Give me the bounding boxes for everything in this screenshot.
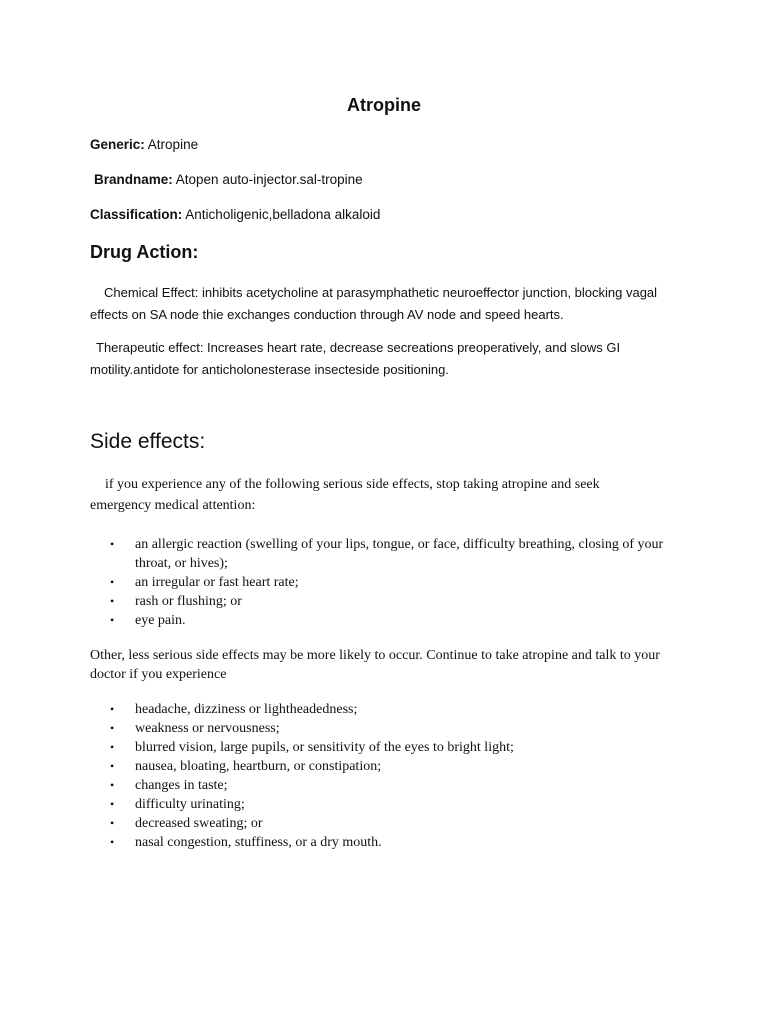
page-title: Atropine xyxy=(347,95,421,115)
bullet-icon: • xyxy=(110,759,115,773)
bullet-icon: • xyxy=(110,575,115,589)
bullet-icon: • xyxy=(110,702,115,716)
list-item xyxy=(110,535,680,573)
brandname-value: Atopen auto-injector.sal-tropine xyxy=(175,172,363,187)
generic-label: Generic: xyxy=(90,137,145,152)
list-item xyxy=(110,592,680,611)
generic-field xyxy=(90,137,198,152)
list-item-text: an irregular or fast heart rate; xyxy=(135,575,299,590)
bullet-icon: • xyxy=(110,594,115,608)
list-item-text: weakness or nervousness; xyxy=(135,721,280,736)
therapeutic-effect-paragraph: Therapeutic effect: Increases heart rate, decrease secreations preoperatively, and slows GI motility.antidote for anticholonesterase insecteside positioning. xyxy=(90,340,621,377)
classification-value: Anticholigenic,belladona alkaloid xyxy=(185,207,381,222)
classification-field xyxy=(90,207,380,222)
list-item xyxy=(110,719,680,738)
list-item-text: rash or flushing; or xyxy=(135,594,242,609)
list-item xyxy=(110,814,680,833)
bullet-icon: • xyxy=(110,835,115,849)
bullet-icon: • xyxy=(110,537,115,551)
brandname-label: Brandname: xyxy=(94,172,173,187)
list-item xyxy=(110,833,680,852)
list-item-text: changes in taste; xyxy=(135,778,228,793)
list-item-text: eye pain. xyxy=(135,613,186,628)
list-item-text: decreased sweating; or xyxy=(135,816,263,831)
generic-value: Atropine xyxy=(147,137,199,152)
list-item-text: nasal congestion, stuffiness, or a dry mouth. xyxy=(135,835,382,850)
brandname-field xyxy=(94,172,363,187)
bullet-icon: • xyxy=(110,740,115,754)
bullet-icon: • xyxy=(110,721,115,735)
serious-side-effects-list xyxy=(110,535,680,630)
classification-label: Classification: xyxy=(90,207,183,222)
list-item xyxy=(110,611,680,630)
less-serious-intro: Other, less serious side effects may be more likely to occur. Continue to take atropine and talk to your doctor if you experience xyxy=(90,648,660,682)
list-item xyxy=(110,795,680,814)
side-effects-heading: Side effects: xyxy=(90,430,206,453)
list-item-text: nausea, bloating, heartburn, or constipation; xyxy=(135,759,382,774)
list-item xyxy=(110,757,680,776)
list-item xyxy=(110,776,680,795)
bullet-icon: • xyxy=(110,778,115,792)
bullet-icon: • xyxy=(110,816,115,830)
list-item xyxy=(110,738,680,757)
list-item-text: an allergic reaction (swelling of your lips, tongue, or face, difficulty breathing, closing of your throat, or hives); xyxy=(135,537,664,571)
side-effects-intro xyxy=(90,474,660,516)
bullet-icon: • xyxy=(110,797,115,811)
bullet-icon: • xyxy=(110,613,115,627)
list-item-text: difficulty urinating; xyxy=(135,797,245,812)
less-serious-side-effects-list xyxy=(110,700,680,852)
side-effects-intro-text: if you experience any of the following serious side effects, stop taking atropine and seek emergency medical attention: xyxy=(90,477,600,513)
list-item xyxy=(110,573,680,592)
list-item xyxy=(110,700,680,719)
drug-action-heading: Drug Action: xyxy=(90,242,199,262)
chemical-effect-paragraph: Chemical Effect: inhibits acetycholine at parasymphathetic neuroeffector junction, blocking vagal effects on SA node thie exchanges conduction through AV node and speed hearts. xyxy=(90,285,658,322)
list-item-text: blurred vision, large pupils, or sensitivity of the eyes to bright light; xyxy=(135,740,514,755)
list-item-text: headache, dizziness or lightheadedness; xyxy=(135,702,358,717)
